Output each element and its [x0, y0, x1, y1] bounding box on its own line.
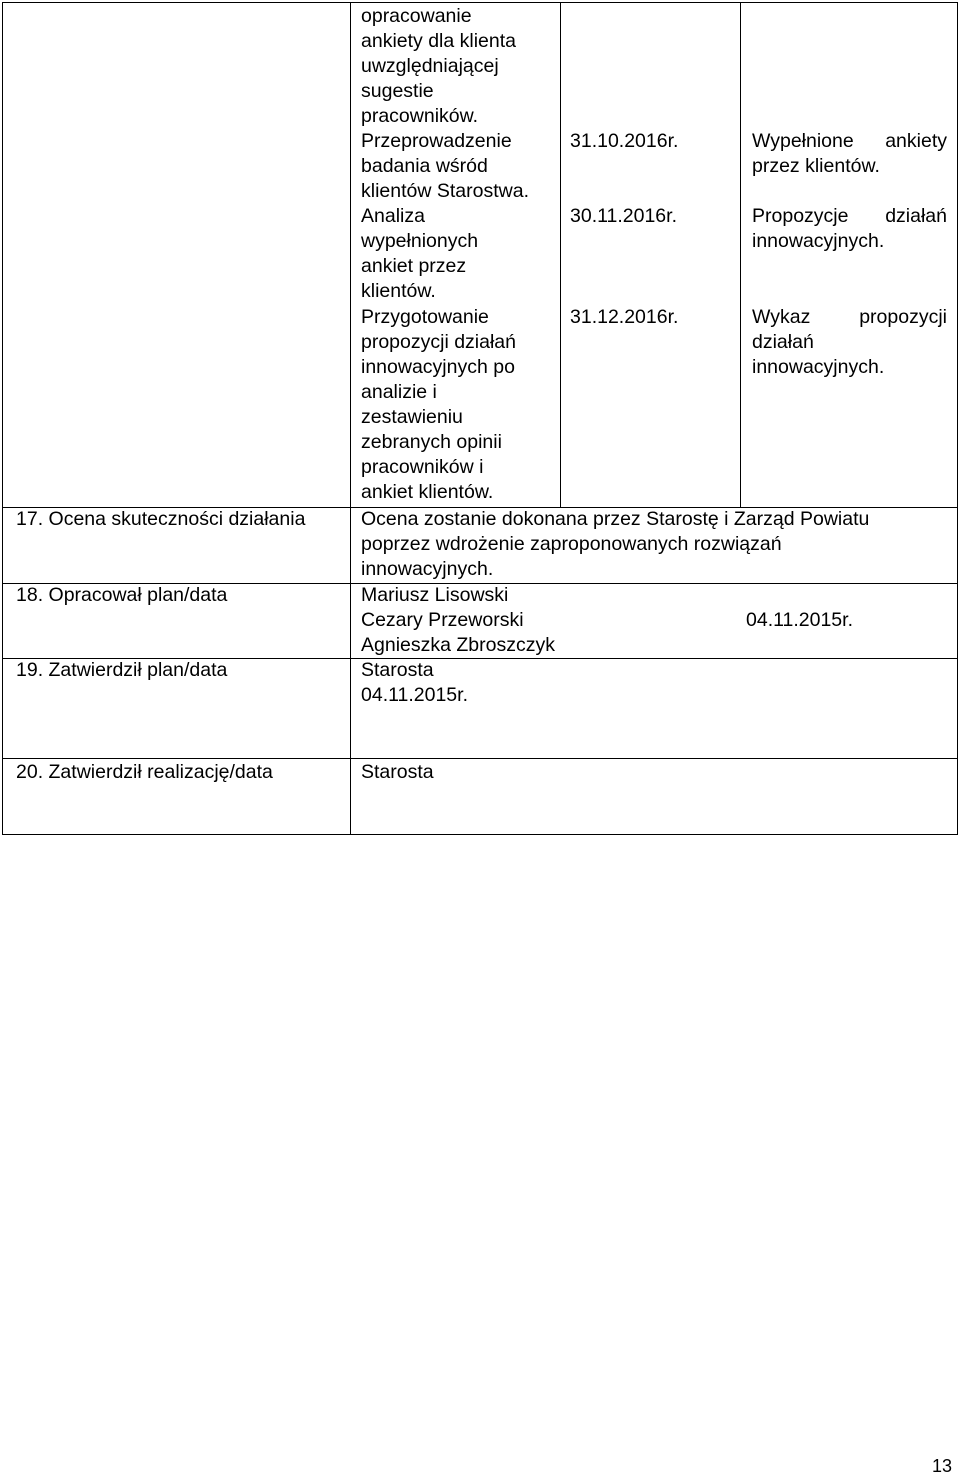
row-18-date: 04.11.2015r.: [746, 609, 853, 631]
row-border-20: [2, 758, 958, 759]
col-divider-label: [350, 2, 351, 835]
col-divider-date-result: [740, 2, 741, 507]
date-cell-3: 31.12.2016r.: [570, 306, 679, 328]
row-18-label: 18. Opracował plan/data: [16, 584, 228, 606]
date-cell-2: 30.11.2016r.: [570, 205, 677, 227]
result-cell-2: [752, 204, 947, 254]
row-20-value: Starosta: [361, 761, 434, 783]
table-top-border: [2, 2, 958, 3]
result-cell-3: [752, 305, 947, 380]
row-18-names: Mariusz Lisowski Cezary Przeworski Agnieszka Zbroszczyk: [361, 584, 555, 656]
result-cell-1: [752, 129, 947, 179]
date-cell-1: 31.10.2016r.: [570, 130, 679, 152]
table-bottom-border: [2, 834, 958, 835]
result-1-line-2: przez klientów.: [752, 155, 880, 177]
result-3-line-2: działań: [752, 331, 814, 353]
result-1-line-1: Wypełnione ankiety: [752, 130, 947, 152]
table-right-border: [957, 2, 958, 835]
task-cell-1: opracowanie ankiety dla klienta uwzględniającej sugestie pracowników.: [361, 5, 517, 127]
row-19-label: 19. Zatwierdził plan/data: [16, 659, 228, 681]
row-17-label: 17. Ocena skuteczności działania: [16, 508, 306, 530]
result-3-line-3: innowacyjnych.: [752, 356, 885, 378]
result-3-line-1: Wykaz propozycji: [752, 306, 947, 328]
row-17-value: Ocena zostanie dokonana przez Starostę i Zarząd Powiatu poprzez wdrożenie zaproponowanych rozwiązań innowacyjnych.: [361, 508, 870, 580]
row-20-label: 20. Zatwierdził realizację/data: [16, 761, 273, 783]
task-cell-2: Przeprowadzenie badania wśród klientów Starostwa.: [361, 130, 529, 202]
row-19-value: Starosta 04.11.2015r.: [361, 659, 468, 706]
page-number: 13: [932, 1456, 953, 1476]
table-left-border: [2, 2, 3, 835]
col-divider-task-date: [560, 2, 561, 507]
result-2-line-2: innowacyjnych.: [752, 230, 885, 252]
result-2-line-1: Propozycje działań: [752, 205, 947, 227]
task-cell-3: Analiza wypełnionych ankiet przez klientów.: [361, 205, 479, 302]
task-cell-4: Przygotowanie propozycji działań innowacyjnych po analizie i zestawieniu zebranych opinii pracowników i ankiet klientów.: [361, 306, 517, 503]
